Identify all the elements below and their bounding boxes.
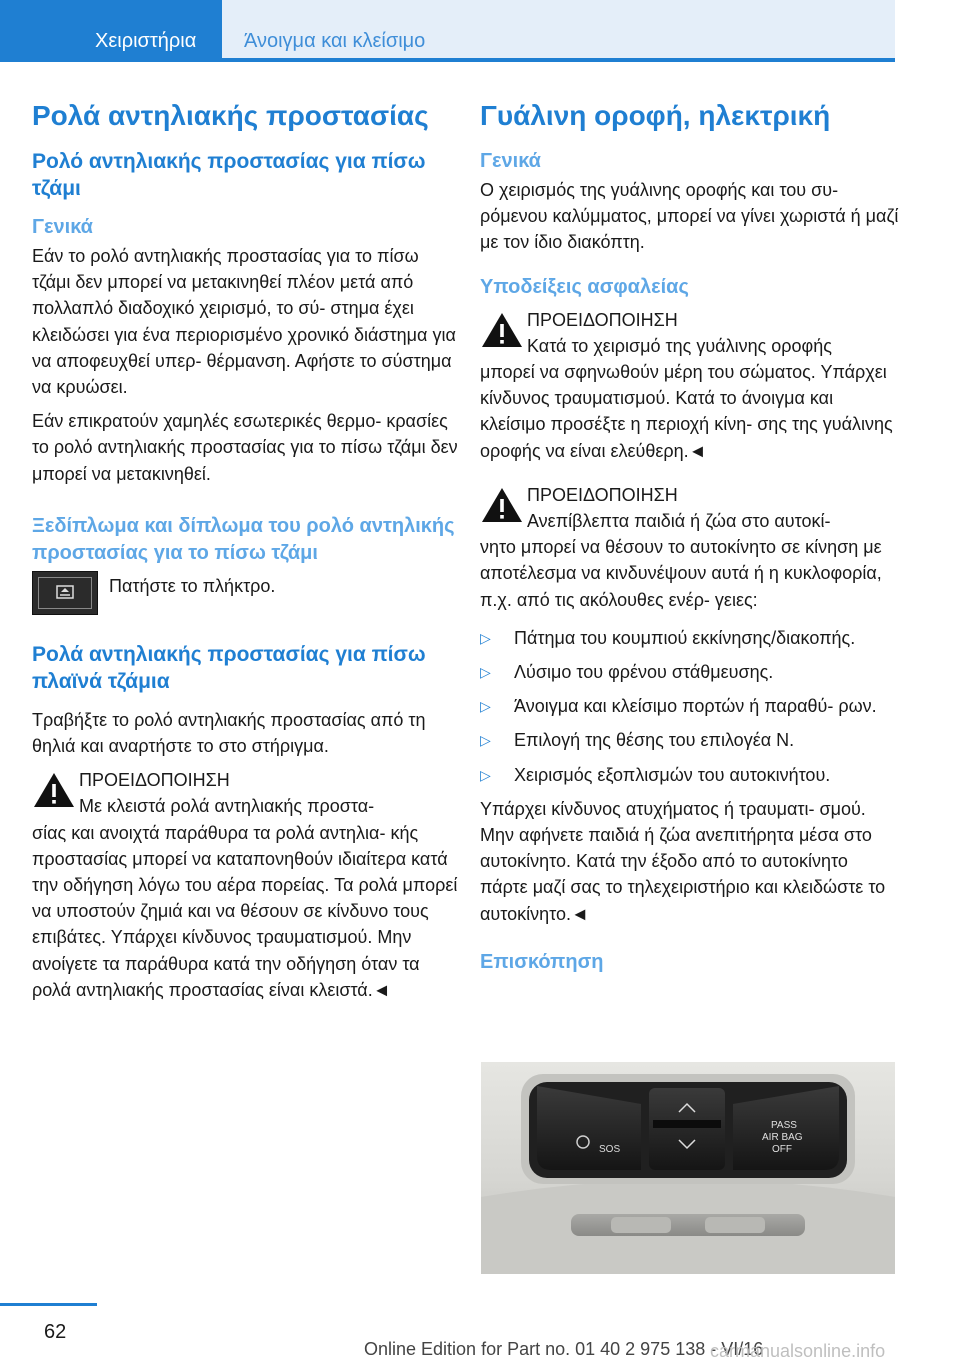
warning-block-2: [480, 482, 900, 613]
left-column: [32, 98, 458, 1003]
key-instruction: [32, 571, 458, 623]
general-heading: Γενικά: [32, 216, 93, 238]
bullet-triangle-icon: ▷: [480, 698, 491, 715]
general-paragraph-2: Εάν επικρατούν χαμηλές εσωτερικές θερμο- κρασίες το ρολό αντηλιακής προστασίας για το πίσω τζάμι δεν μπορεί να μετακινηθεί.: [32, 411, 458, 484]
list-item: ▷ Χειρισμός εξοπλισμών του αυτοκινήτου.: [480, 762, 900, 788]
airbag-label: AIR BAG: [762, 1132, 803, 1143]
sunblind-title: Ρολά αντηλιακής προστασίας: [32, 100, 429, 131]
roof-general-paragraph: Ο χειρισμός της γυάλινης οροφής και του συ- ρόμενου καλύμματος, μπορεί να γίνει χωριστά ή μαζί με τον ίδιο διακόπτη.: [480, 180, 899, 253]
warning-2-text: νητο μπορεί να θέσουν το αυτοκίνητο σε κίνηση με αποτέλεσμα να κινδυνέψουν αυτά ή η κυκλοφορία, π.χ. από τις ακόλουθες ενέρ- γειες:: [480, 537, 882, 610]
bullet-triangle-icon: ▷: [480, 732, 491, 749]
sos-label: SOS: [599, 1144, 621, 1155]
warning-2-label: ΠΡΟΕΙΔΟΠΟΙΗΣΗ: [527, 484, 678, 505]
warning-1-first-line: Κατά το χειρισμό της γυάλινης οροφής: [527, 335, 832, 356]
list-item: ▷ Πάτημα του κουμπιού εκκίνησης/διακοπής.: [480, 625, 900, 651]
warning-text: σίας και ανοιχτά παράθυρα τα ρολά αντηλια- κής προστασίας μπορεί να καταπονηθούν ιδιαίτερα κατά την οδήγηση λόγω του αέρα πορείας. Τα ρολά μπορεί να υποστούν ζημιά και να θέσουν σε κίνδυνο τους επιβάτες. Υπάρχει κίνδυνος τραυματισμού. Μην ανοίγετε τα παράθυρα κατά την οδήγηση όταν τα ρολά αντηλιακής προστασίας είναι κλειστά.◄: [32, 822, 458, 1000]
warning-icon: [480, 486, 524, 524]
edition-text: Online Edition for Part no. 01 40 2 975 138 - VI/16: [364, 1339, 764, 1359]
roof-general-heading: Γενικά: [480, 150, 541, 172]
bullet-triangle-icon: ▷: [480, 629, 491, 646]
warning-2-first-line: Ανεπίβλεπτα παιδιά ή ζώα στο αυτοκί-: [527, 511, 831, 532]
press-key-text: Πατήστε το πλήκτρο.: [109, 575, 276, 596]
warning-first-line: Με κλειστά ρολά αντηλιακής προστα-: [79, 796, 375, 817]
overhead-console-photo: [481, 1062, 895, 1274]
header-rule: [0, 58, 895, 62]
risk-paragraph: Υπάρχει κίνδυνος ατυχήματος ή τραυματι- σμού. Μην αφήνετε παιδιά ή ζώα ανεπιτήρητα μέσα στο αυτοκίνητο. Κατά την έξοδο από το αυτοκίνητο πάρτε μαζί σας το τηλεχειριστήριο και κλειδώστε το αυτοκίνητο.◄: [480, 798, 886, 924]
watermark: carmanualsonline.info: [710, 1341, 886, 1361]
unfold-heading: Ξεδίπλωμα και δίπλωμα του ρολό αντηλικής προστασίας για το πίσω τζάμι: [32, 514, 455, 564]
sunblind-key-icon: [32, 571, 98, 615]
safety-heading: Υποδείξεις ασφαλείας: [480, 275, 689, 298]
warning-icon: [32, 771, 76, 809]
bullet-triangle-icon: ▷: [480, 664, 491, 681]
right-column: [480, 98, 900, 978]
rear-window-title: Ρολό αντηλιακής προστασίας για πίσω τζάμι: [32, 150, 426, 200]
list-item: ▷ Λύσιμο του φρένου στάθμευσης.: [480, 659, 900, 685]
warning-icon: [480, 311, 524, 349]
header-chapter: Χειριστήρια: [95, 30, 197, 52]
page-number: 62: [44, 1321, 67, 1343]
bullet-triangle-icon: ▷: [480, 766, 491, 783]
off-label: OFF: [772, 1144, 792, 1155]
pass-label: PASS: [771, 1120, 797, 1131]
warning-1-text: μπορεί να σφηνωθούν μέρη του σώματος. Υπάρχει κίνδυνος τραυματισμού. Κατά το άνοιγμα και κλείσιμο προσέξτε η περιοχή κίνη- σης της γυάλινης οροφής να είναι ελεύθερη.◄: [480, 362, 893, 461]
glass-roof-title: Γυάλινη οροφή, ηλεκτρική: [480, 100, 831, 131]
list-item: ▷ Επιλογή της θέσης του επιλογέα N.: [480, 727, 900, 753]
list-item: ▷ Άνοιγμα και κλείσιμο πορτών ή παραθύ- ρων.: [480, 693, 900, 719]
side-window-paragraph: Τραβήξτε το ρολό αντηλιακής προστασίας από τη θηλιά και αναρτήστε το στο στήριγμα.: [32, 709, 426, 757]
footer-rule: [0, 1303, 97, 1306]
warning-label: ΠΡΟΕΙΔΟΠΟΙΗΣΗ: [79, 770, 230, 791]
warning-block-1: [480, 307, 900, 464]
warning-block: [32, 767, 458, 1003]
general-paragraph-1: Εάν το ρολό αντηλιακής προστασίας για το πίσω τζάμι δεν μπορεί να μετακινηθεί πλέον μετά από πολλαπλό διαδοχικό χειρισμό, το σύ- στημα έχει κλειδώσει για ένα περιορισμένο χρονικό διάστημα για να αποφευχθεί υπερ- θέρμανση. Αφήστε το σύστημα να κρυώσει.: [32, 246, 456, 398]
warning-1-label: ΠΡΟΕΙΔΟΠΟΙΗΣΗ: [527, 309, 678, 330]
header-section: Άνοιγμα και κλείσιμο: [244, 30, 426, 52]
overview-heading: Επισκόπηση: [480, 950, 604, 973]
side-window-title: Ρολά αντηλιακής προστασίας για πίσω πλαϊνά τζάμια: [32, 642, 426, 693]
